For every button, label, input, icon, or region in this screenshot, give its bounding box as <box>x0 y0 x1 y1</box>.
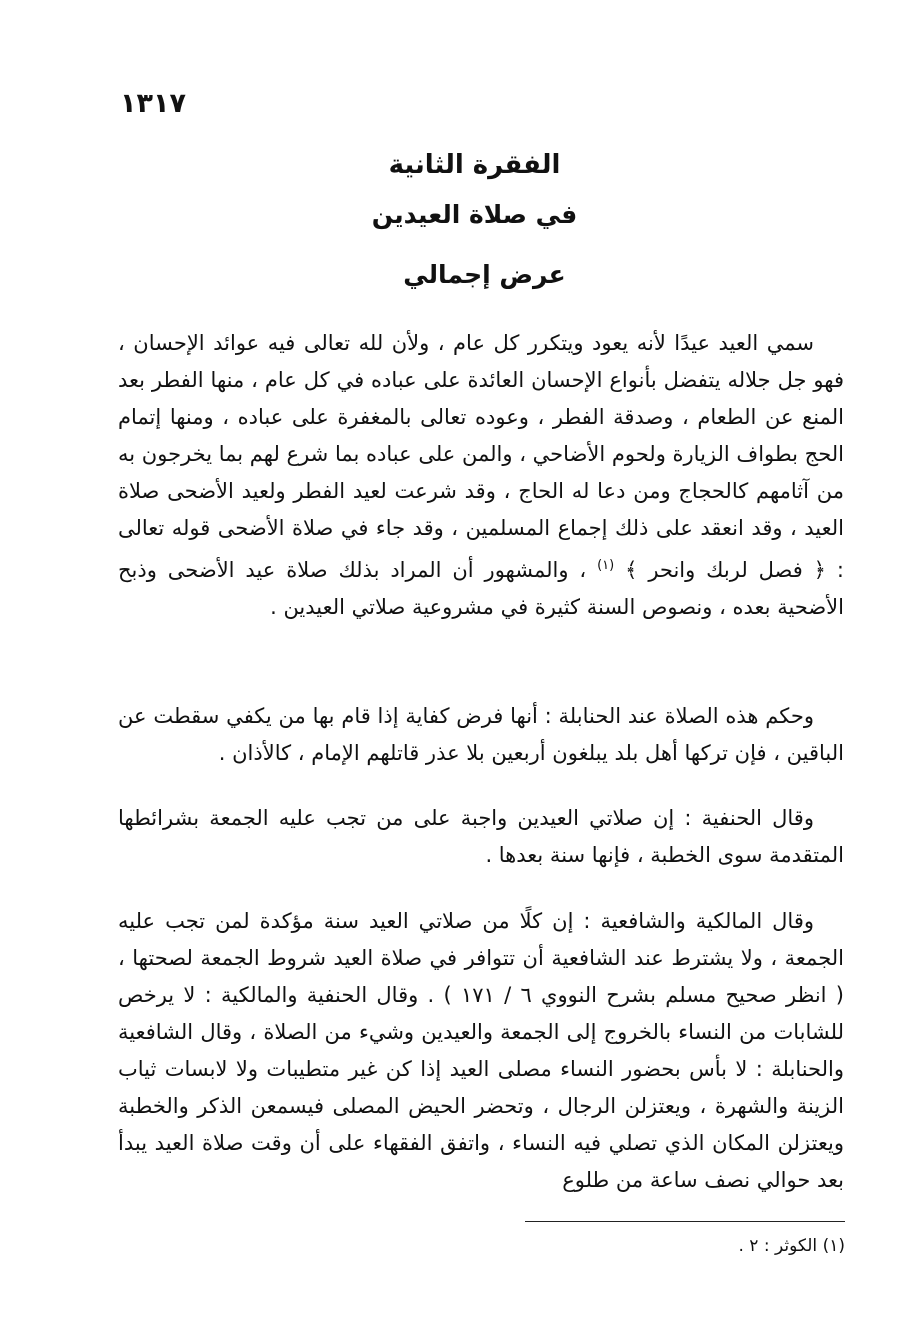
paragraph-2-text: وحكم هذه الصلاة عند الحنابلة : أنها فرض كفاية إذا قام بها من يكفي سقطت عن الباقين ، فإن تركها أهل بلد يبلغون أربعين بلا عذر قاتلهم الإمام ، كالأذان . <box>118 704 844 765</box>
footnote-marker: (١) <box>822 1236 845 1256</box>
topic-heading: في صلاة العيدين <box>371 200 578 229</box>
paragraph-1-continuation: ، والمشهور أن المراد بذلك صلاة عيد الأضحى وذبح الأضحية بعده ، ونصوص السنة كثيرة في مشروعية صلاتي العيدين . <box>118 558 844 619</box>
paragraph-3-text: وقال الحنفية : إن صلاتي العيدين واجبة على من تجب عليه الجمعة بشرائطها المتقدمة سوى الخطبة ، فإنها سنة بعدها . <box>118 806 844 867</box>
page-number: ١٣١٧ <box>120 88 186 119</box>
footnote-reference[interactable]: (١) <box>597 558 615 573</box>
footnote-divider <box>525 1221 845 1222</box>
footnote <box>560 1236 845 1256</box>
paragraph-2 <box>118 698 844 772</box>
footnote-text: الكوثر : ٢ . <box>738 1236 818 1256</box>
section-heading: الفقرة الثانية <box>388 150 561 180</box>
paragraph-4-text: وقال المالكية والشافعية : إن كلًا من صلاتي العيد سنة مؤكدة لمن تجب عليه الجمعة ، ولا يشترط عند الشافعية أن تتوافر في صلاة العيد شروط الجمعة لصحتها ، ( انظر صحيح مسلم بشرح النووي ٦ / ١٧١ ) . وقال الحنفية والمالكية : لا يرخص للشابات من النساء بالخروج إلى الجمعة والعيدين وشيء من الصلاة ، وقال الشافعية والحنابلة : لا بأس بحضور النساء مصلى العيد إذا كن غير متطيبات ولا لابسات ثياب الزينة والشهرة ، ويعتزلن الرجال ، وتحضر الحيض المصلى فيسمعن الذكر والخطبة ويعتزلن المكان الذي تصلي فيه النساء ، واتفق الفقهاء على أن وقت صلاة العيد يبدأ بعد حوالي نصف ساعة من طلوع <box>118 909 844 1192</box>
subtitle-heading: عرض إجمالي <box>403 260 566 289</box>
paragraph-1 <box>118 325 844 626</box>
paragraph-1-text: سمي العيد عيدًا لأنه يعود ويتكرر كل عام ، ولأن لله تعالى فيه عوائد الإحسان ، فهو جل جلاله يتفضل بأنواع الإحسان العائدة على عباده في كل عام ، منها الفطر بعد المنع عن الطعام ، وصدقة الفطر ، وعوده تعالى بالمغفرة على عباده ، ومنها إتمام الحج بطواف الزيارة ولحوم الأضاحي ، والمن على عباده بما شرع لهم بما يخرجون به من آثامهم كالحجاج ومن دعا له الحاج ، وقد شرعت لعيد الفطر ولعيد الأضحى صلاة العيد ، وقد انعقد على ذلك إجماع المسلمين ، وقد جاء في صلاة الأضحى قوله تعالى : ﴿ فصل لربك وانحر ﴾ <box>118 331 844 582</box>
paragraph-4 <box>118 903 844 1199</box>
paragraph-3 <box>118 800 844 874</box>
